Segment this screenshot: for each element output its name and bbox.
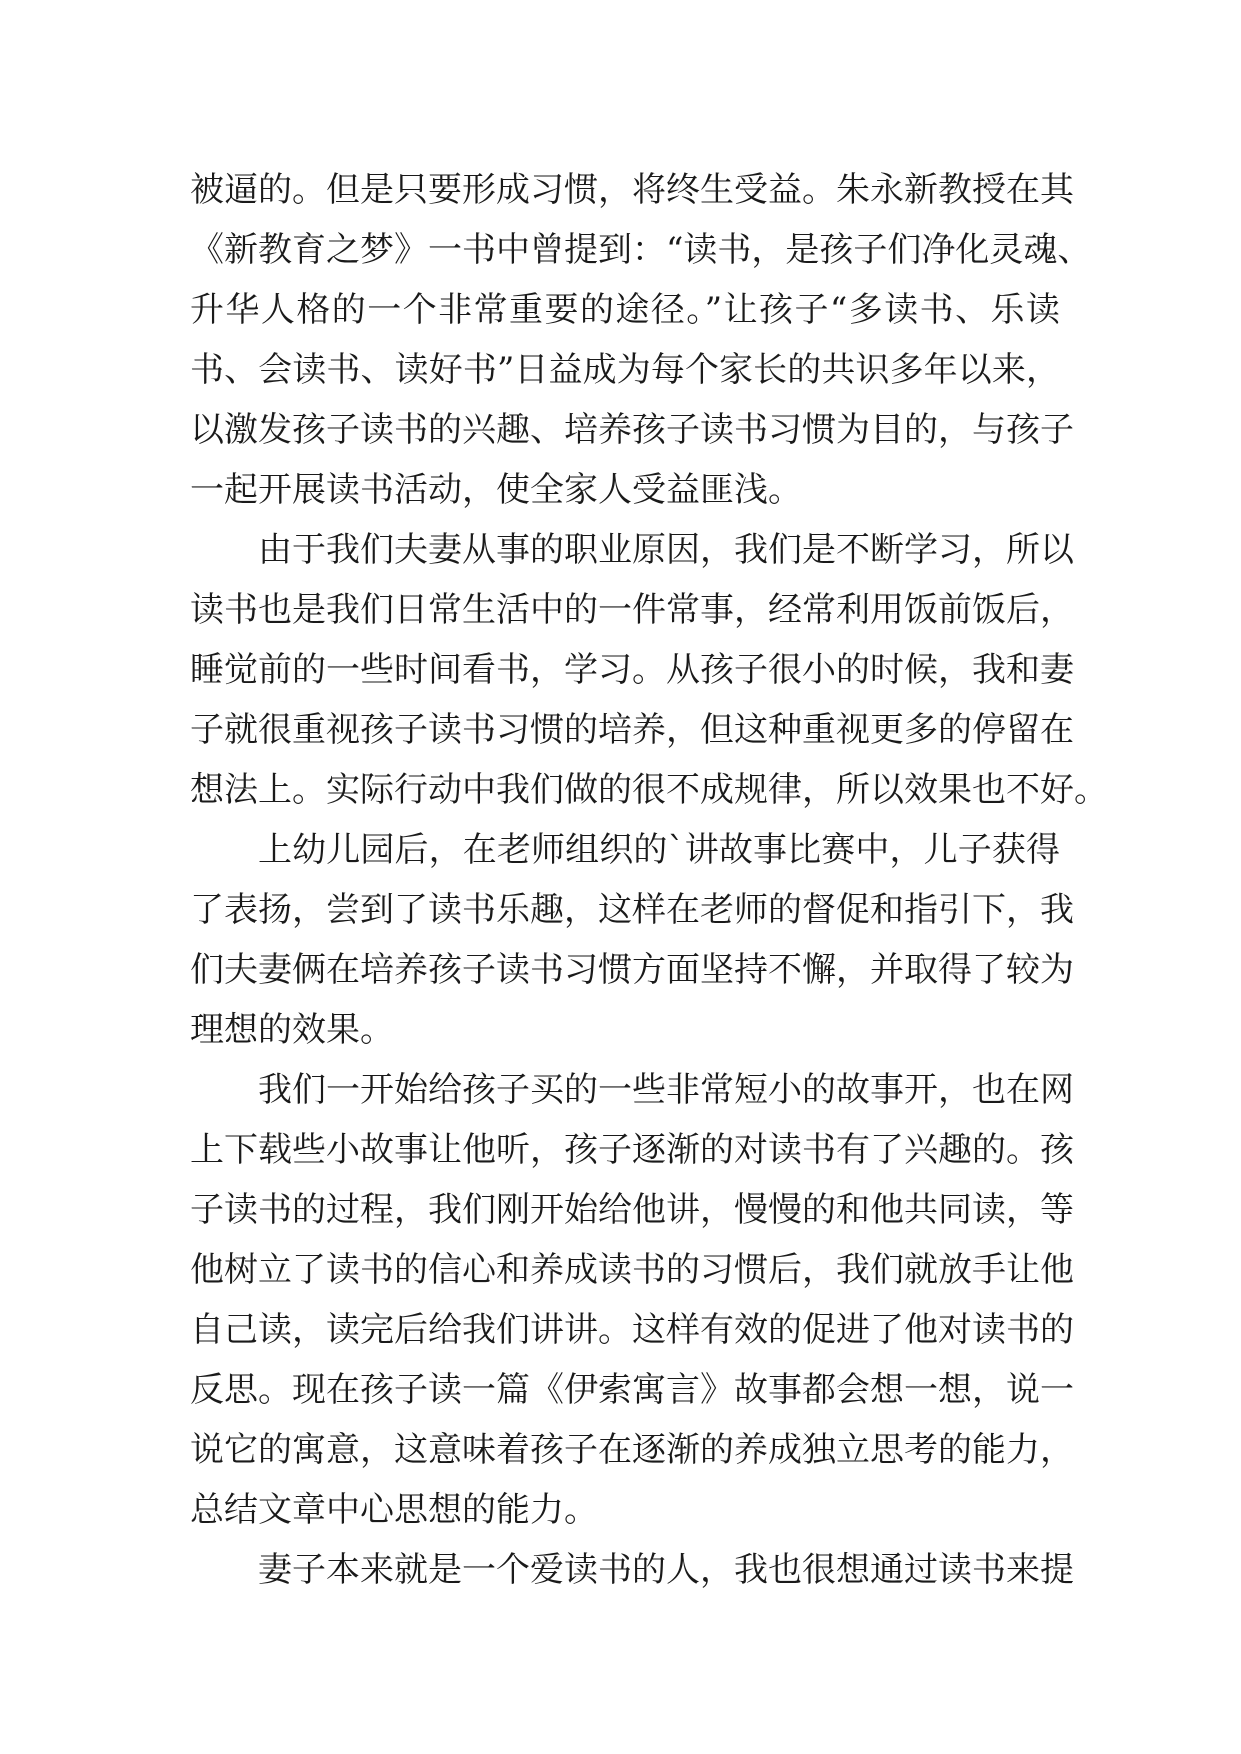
text-line: 自己读，读完后给我们讲讲。这样有效的促进了他对读书的 bbox=[190, 1310, 1074, 1350]
text-line: 理想的效果。 bbox=[190, 1010, 394, 1050]
paragraph-first-line: 上幼儿园后，在老师组织的`讲故事比赛中，儿子获得 bbox=[258, 830, 1060, 870]
text-line: 子就很重视孩子读书习惯的培养，但这种重视更多的停留在 bbox=[190, 710, 1074, 750]
text-line: 子读书的过程，我们刚开始给他讲，慢慢的和他共同读，等 bbox=[190, 1190, 1074, 1230]
text-line: 他树立了读书的信心和养成读书的习惯后，我们就放手让他 bbox=[190, 1250, 1074, 1290]
text-line: 以激发孩子读书的兴趣、培养孩子读书习惯为目的，与孩子 bbox=[190, 410, 1074, 450]
text-line: 想法上。实际行动中我们做的很不成规律，所以效果也不好。 bbox=[190, 770, 1108, 810]
paragraph-first-line: 我们一开始给孩子买的一些非常短小的故事开，也在网 bbox=[258, 1070, 1074, 1110]
text-line: 们夫妻俩在培养孩子读书习惯方面坚持不懈，并取得了较为 bbox=[190, 950, 1074, 990]
text-line: 反思。现在孩子读一篇《伊索寓言》故事都会想一想，说一 bbox=[190, 1370, 1074, 1410]
text-line: 《新教育之梦》一书中曾提到：“读书，是孩子们净化灵魂、 bbox=[190, 230, 1092, 270]
text-line: 说它的寓意，这意味着孩子在逐渐的养成独立思考的能力， bbox=[190, 1430, 1074, 1470]
text-line: 上下载些小故事让他听，孩子逐渐的对读书有了兴趣的。孩 bbox=[190, 1130, 1074, 1170]
paragraph-first-line: 妻子本来就是一个爱读书的人，我也很想通过读书来提 bbox=[258, 1550, 1074, 1590]
body-text bbox=[190, 160, 1108, 1600]
text-line: 了表扬，尝到了读书乐趣，这样在老师的督促和指引下，我 bbox=[190, 890, 1074, 930]
text-line: 升华人格的一个非常重要的途径。”让孩子“多读书、乐读 bbox=[190, 290, 1060, 330]
text-line: 被逼的。但是只要形成习惯，将终生受益。朱永新教授在其 bbox=[190, 170, 1074, 210]
text-line: 睡觉前的一些时间看书，学习。从孩子很小的时候，我和妻 bbox=[190, 650, 1074, 690]
text-line: 读书也是我们日常生活中的一件常事，经常利用饭前饭后， bbox=[190, 590, 1074, 630]
text-line: 总结文章中心思想的能力。 bbox=[190, 1490, 598, 1530]
text-line: 书、会读书、读好书”日益成为每个家长的共识多年以来， bbox=[190, 350, 1060, 390]
paragraph-first-line: 由于我们夫妻从事的职业原因，我们是不断学习，所以 bbox=[258, 530, 1074, 570]
text-line: 一起开展读书活动，使全家人受益匪浅。 bbox=[190, 470, 802, 510]
